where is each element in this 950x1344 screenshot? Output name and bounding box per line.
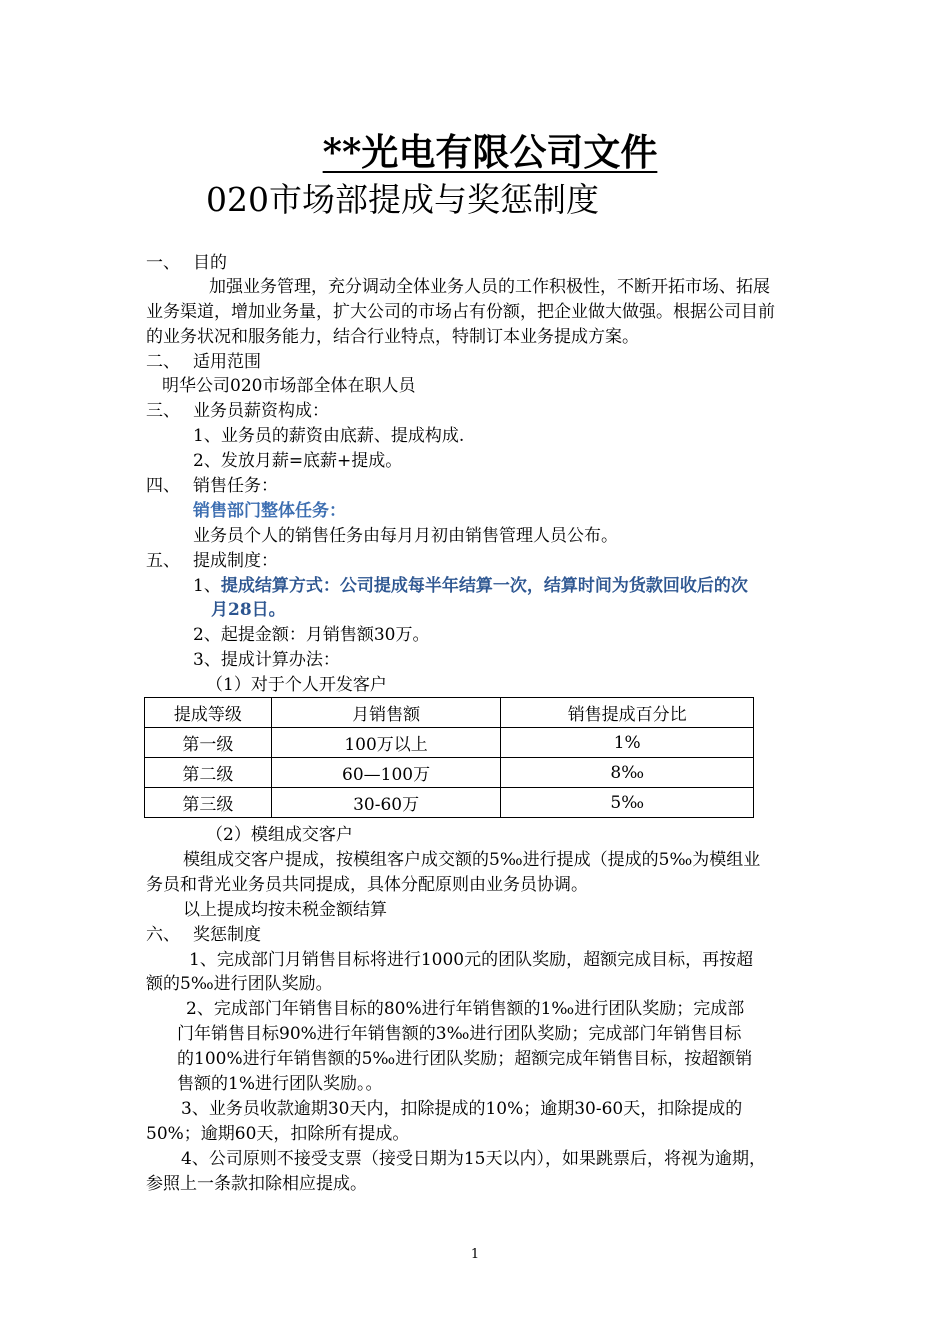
section-5-sub-2: （2）模组成交客户 <box>206 825 353 845</box>
section-2-heading: 适用范围 <box>193 352 261 372</box>
section-6-rule-2: 2、完成部门年销售目标的80%进行年销售额的1‰进行团队奖励；完成部 <box>186 999 745 1019</box>
section-1-paragraph: 业务渠道，增加业务量，扩大公司的市场占有份额，把企业做大做强。根据公司目前 <box>146 302 775 322</box>
table-cell: 8‰ <box>501 758 754 788</box>
section-5-paragraph: 务员和背光业务员共同提成，具体分配原则由业务员协调。 <box>146 875 588 895</box>
table-cell: 60—100万 <box>271 758 501 788</box>
section-5-heading: 提成制度： <box>193 551 278 571</box>
table-cell: 100万以上 <box>271 728 501 758</box>
section-6-rule-4: 参照上一条款扣除相应提成。 <box>146 1174 367 1194</box>
section-6-rule-2: 门年销售目标90%进行年销售额的3‰进行团队奖励；完成部门年销售目标 <box>177 1024 742 1044</box>
table-cell: 30-60万 <box>271 788 501 818</box>
item-number: 1、 <box>193 576 221 596</box>
commission-table <box>144 697 754 818</box>
section-6-heading: 奖惩制度 <box>193 925 261 945</box>
section-3-number: 三、 <box>146 401 180 421</box>
section-3-item: 1、业务员的薪资由底薪、提成构成. <box>193 426 465 446</box>
section-4-paragraph: 业务员个人的销售任务由每月月初由销售管理人员公布。 <box>193 526 618 546</box>
table-header-row <box>145 698 754 728</box>
section-1-paragraph: 加强业务管理，充分调动全体业务人员的工作积极性，不断开拓市场、拓展 <box>209 277 770 297</box>
table-row <box>145 758 754 788</box>
table-row <box>145 728 754 758</box>
table-cell: 第二级 <box>145 758 272 788</box>
section-4-heading: 销售任务： <box>193 476 278 496</box>
section-1-number: 一、 <box>146 253 180 273</box>
table-cell: 第一级 <box>145 728 272 758</box>
document-title: **光电有限公司文件 <box>322 130 658 174</box>
section-5-number: 五、 <box>146 551 180 571</box>
section-1-paragraph: 的业务状况和服务能力，结合行业特点，特制订本业务提成方案。 <box>146 327 639 347</box>
section-6-rule-3: 3、业务员收款逾期30天内，扣除提成的10%；逾期30-60天，扣除提成的 <box>181 1099 743 1119</box>
table-row <box>145 788 754 818</box>
document-subtitle: 020市场部提成与奖惩制度 <box>206 180 599 219</box>
table-cell: 5‰ <box>501 788 754 818</box>
section-5-paragraph: 模组成交客户提成，按模组客户成交额的5‰进行提成（提成的5‰为模组业 <box>183 850 761 870</box>
section-2-paragraph: 明华公司020市场部全体在职人员 <box>162 376 416 396</box>
table-header-cell: 月销售额 <box>271 698 501 728</box>
section-5-paragraph: 以上提成均按未税金额结算 <box>183 900 387 920</box>
section-4-highlight: 销售部门整体任务： <box>193 501 346 521</box>
section-6-rule-1: 1、完成部门月销售目标将进行1000元的团队奖励，超额完成目标，再按超 <box>189 950 754 970</box>
section-4-number: 四、 <box>146 476 180 496</box>
section-6-rule-2: 的100%进行年销售额的5‰进行团队奖励；超额完成年销售目标，按超额销 <box>177 1049 753 1069</box>
section-6-rule-3: 50%；逾期60天，扣除所有提成。 <box>146 1124 410 1144</box>
table-header-cell: 提成等级 <box>145 698 272 728</box>
section-3-item: 2、发放月薪=底薪+提成。 <box>193 451 403 471</box>
section-6-number: 六、 <box>146 925 180 945</box>
settlement-text-cont: 月28日。 <box>211 600 286 620</box>
table-cell: 第三级 <box>145 788 272 818</box>
section-2-number: 二、 <box>146 352 180 372</box>
section-3-heading: 业务员薪资构成： <box>193 401 329 421</box>
section-6-rule-2: 售额的1%进行团队奖励。。 <box>177 1074 383 1094</box>
section-5-sub-1: （1）对于个人开发客户 <box>206 675 387 695</box>
table-cell: 1% <box>501 728 754 758</box>
page-number: 1 <box>470 1247 480 1262</box>
section-5-item-1 <box>193 574 748 598</box>
section-5-item-2: 2、起提金额：月销售额30万。 <box>193 625 430 645</box>
section-6-rule-1: 额的5‰进行团队奖励。 <box>146 974 333 994</box>
section-6-rule-4: 4、公司原则不接受支票（接受日期为15天以内），如果跳票后，将视为逾期， <box>181 1149 766 1169</box>
table-header-cell: 销售提成百分比 <box>501 698 754 728</box>
settlement-text: 提成结算方式：公司提成每半年结算一次，结算时间为货款回收后的次 <box>220 576 748 596</box>
section-5-item-3: 3、提成计算办法： <box>193 650 340 670</box>
section-1-heading: 目的 <box>193 253 227 273</box>
